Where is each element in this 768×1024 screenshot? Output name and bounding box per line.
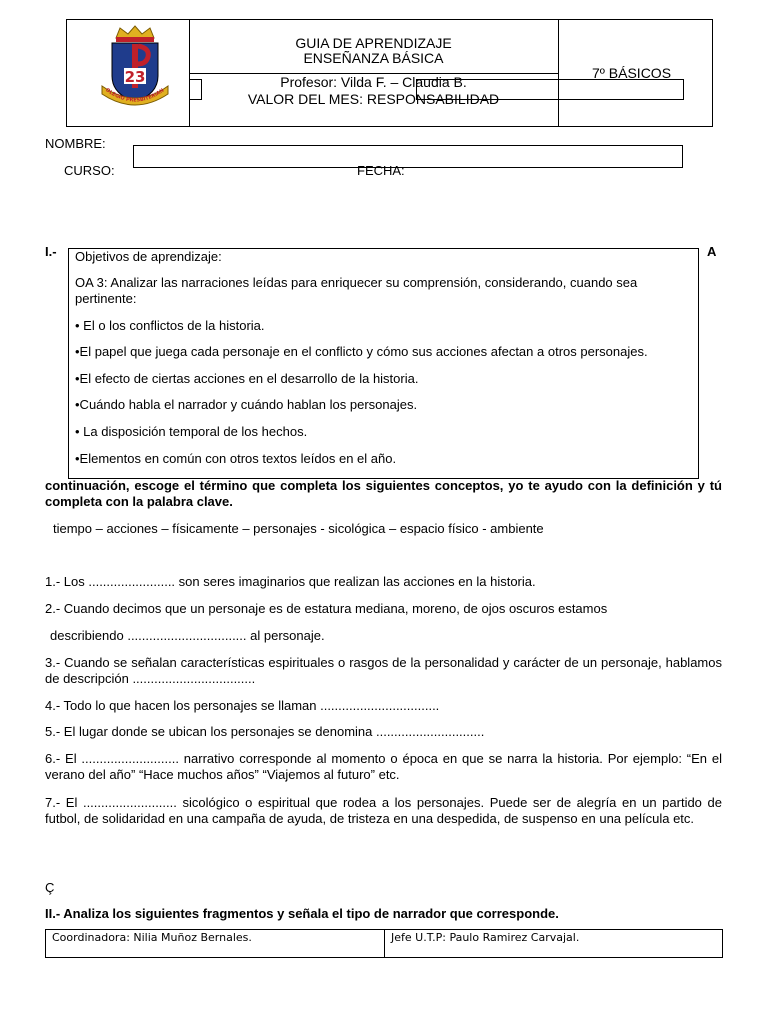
value-of-month: VALOR DEL MES: RESPONSABILIDAD xyxy=(247,91,500,107)
header-divider-right xyxy=(558,19,559,127)
objective-item: •Cuándo habla el narrador y cuándo hablan los personajes. xyxy=(75,397,418,412)
date-label: FECHA: xyxy=(357,163,405,178)
objective-item: •Elementos en común con otros textos leídos en el año. xyxy=(75,451,397,466)
objectives-title: Objetivos de aprendizaje: xyxy=(75,249,222,264)
objective-item: •El efecto de ciertas acciones en el desarrollo de la historia. xyxy=(75,371,419,386)
objective-item: • La disposición temporal de los hechos. xyxy=(75,424,308,439)
question-1: 1.- Los ........................ son seres imaginarios que realizan las acciones en la historia. xyxy=(45,574,536,589)
grade-label: 7º BÁSICOS xyxy=(592,65,672,81)
section-one-instruction: continuación, escoge el término que completa los siguientes conceptos, yo te ayudo con la definición y tú completa con la palabra clave. xyxy=(45,478,722,509)
logo-caption: OLEGIO PRESBITERIAN xyxy=(104,87,166,104)
course-label: CURSO: xyxy=(64,163,115,178)
objective-item: •El papel que juega cada personaje en el conflicto y cómo sus acciones afectan a otros personajes. xyxy=(75,344,648,359)
guide-subtitle: ENSEÑANZA BÁSICA xyxy=(303,50,444,66)
footer-divider xyxy=(384,929,385,958)
objective-item: • El o los conflictos de la historia. xyxy=(75,318,265,333)
section-one-marker-right: A xyxy=(707,244,717,259)
question-5: 5.- El lugar donde se ubican los personajes se denomina .............................. xyxy=(45,724,485,739)
question-4: 4.- Todo lo que hacen los personajes se llaman ................................. xyxy=(45,698,440,713)
guide-title: GUIA DE APRENDIZAJE xyxy=(295,35,452,51)
objectives-box xyxy=(68,248,699,479)
name-input-box[interactable] xyxy=(133,145,683,168)
stray-character: Ç xyxy=(45,880,55,895)
teachers-line: Profesor: Vilda F. – Claudia B. xyxy=(280,74,467,90)
utp-head-name: Jefe U.T.P: Paulo Ramirez Carvajal. xyxy=(391,931,580,944)
school-logo xyxy=(98,24,172,108)
question-7: 7.- El .......................... sicológico o espiritual que rodea a los personajes. Puede ser de alegría en un partido de futbol, de solidaridad en una campaña de ayuda, de tristeza en una despedida, de suspenso en una película etc. xyxy=(45,795,722,826)
coordinator-name: Coordinadora: Nilia Muñoz Bernales. xyxy=(52,931,252,944)
name-label: NOMBRE: xyxy=(45,136,106,151)
question-2-line2: describiendo ................................. al personaje. xyxy=(50,628,325,643)
logo-number: 23 xyxy=(124,68,146,86)
question-3: 3.- Cuando se señalan características espirituales o rasgos de la personalidad y carácter de un personaje, hablamos de descripción .................................. xyxy=(45,655,722,686)
word-bank: tiempo – acciones – físicamente – personajes - sicológica – espacio físico - ambiente xyxy=(53,521,544,536)
question-6: 6.- El ........................... narrativo corresponde al momento o época en que se narra la historia. Por ejemplo: “En el verano del año” “Hace muchos años” “Viajemos al futuro” etc. xyxy=(45,751,722,782)
objective-oa3: OA 3: Analizar las narraciones leídas para enriquecer su comprensión, considerando, cuando sea pertinente: xyxy=(75,275,638,306)
section-two-title: II.- Analiza los siguientes fragmentos y señala el tipo de narrador que corresponde. xyxy=(45,906,559,921)
question-2-line1: 2.- Cuando decimos que un personaje es de estatura mediana, moreno, de ojos oscuros estamos xyxy=(45,601,608,616)
section-one-marker: I.- xyxy=(45,244,57,259)
